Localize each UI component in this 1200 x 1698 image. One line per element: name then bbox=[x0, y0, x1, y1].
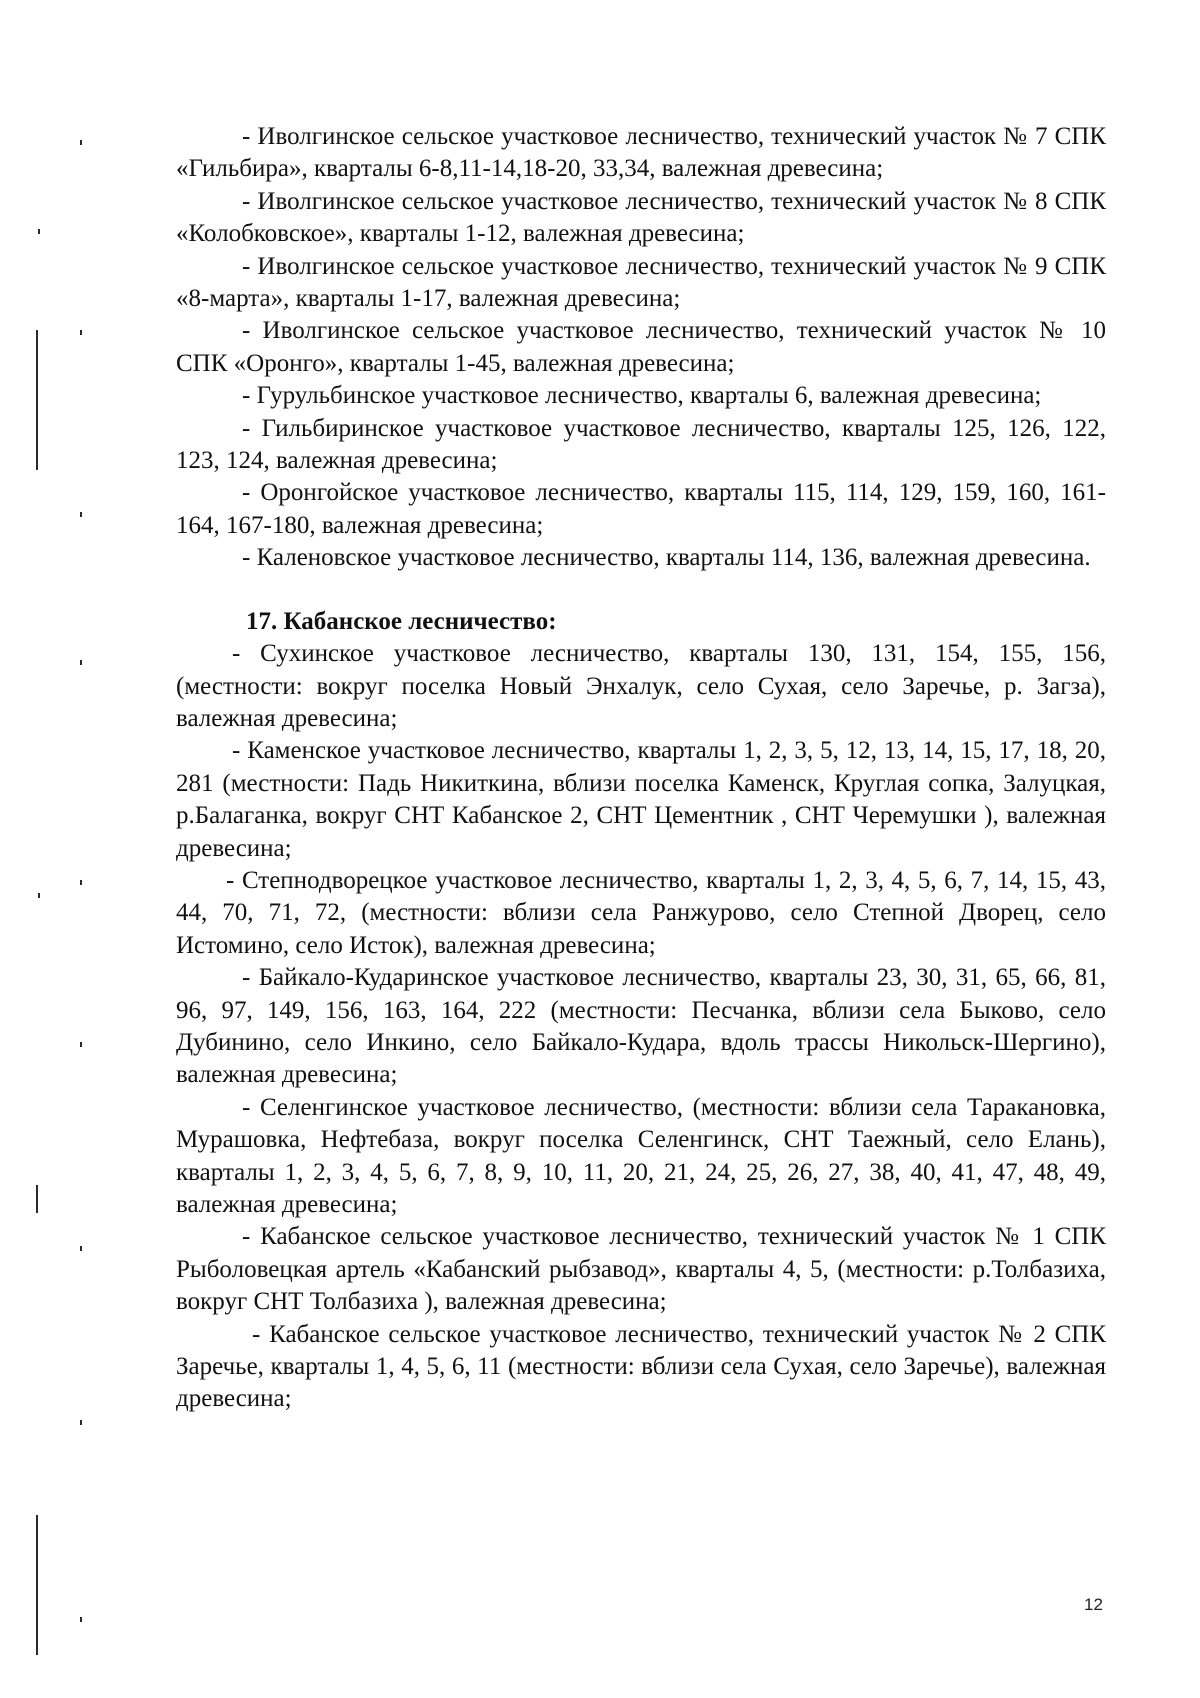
list-item: - Иволгинское сельское участковое лесничество, технический участок № 9 СПК «8-марта», кварталы 1-17, валежная древесина; bbox=[176, 252, 1106, 313]
scan-artifact bbox=[36, 1185, 38, 1213]
list-item: - Оронгойское участковое лесничество, кварталы 115, 114, 129, 159, 160, 161-164, 167-180, валежная древесина; bbox=[176, 479, 1106, 539]
list-item: - Кабанское сельское участковое лесничество, технический участок № 1 СПК Рыболовецкая артель «Кабанский рыбзавод», кварталы 4, 5, (местности: р.Толбазиха, вокруг СНТ Толбазиха ), валежная древесина; bbox=[176, 1223, 1106, 1316]
list-item: - Каленовское участковое лесничество, кварталы 114, 136, валежная древесина. bbox=[242, 544, 1091, 572]
page-number: 12 bbox=[1084, 1595, 1103, 1614]
scan-artifact bbox=[80, 330, 82, 335]
scan-artifact bbox=[36, 330, 38, 470]
list-item: - Степнодворецкое участковое лесничество, кварталы 1, 2, 3, 4, 5, 6, 7, 14, 15, 43, 44, 70, 71, 72, (местности: вблизи села Ранжурово, село Степной Дворец, село Истомино, село Исток), валежная древесина; bbox=[176, 866, 1106, 959]
scan-artifact bbox=[80, 660, 82, 665]
scan-artifact bbox=[80, 512, 82, 517]
scan-artifact bbox=[80, 1420, 82, 1425]
scan-artifact bbox=[80, 1246, 82, 1251]
scan-artifact bbox=[38, 229, 40, 234]
list-item: - Гурульбинское участковое лесничество, кварталы 6, валежная древесина; bbox=[242, 382, 1042, 410]
scan-artifact bbox=[80, 1617, 82, 1622]
scan-artifact bbox=[38, 893, 40, 898]
list-item: - Иволгинское сельское участковое лесничество, технический участок № 7 СПК «Гильбира», кварталы 6-8,11-14,18-20, 33,34, валежная древесина; bbox=[176, 123, 1106, 183]
scan-artifact bbox=[36, 1515, 38, 1655]
scan-artifact bbox=[80, 880, 82, 885]
list-item: - Кабанское сельское участковое лесничество, технический участок № 2 СПК Заречье, кварталы 1, 4, 5, 6, 11 (местности: вблизи села Сухая, село Заречье), валежная древесина; bbox=[176, 1320, 1106, 1413]
section-heading: 17. Кабанское лесничество: bbox=[246, 607, 557, 635]
document-body bbox=[176, 121, 1106, 1416]
scan-artifact bbox=[80, 1042, 82, 1047]
list-item: - Сухинское участковое лесничество, кварталы 130, 131, 154, 155, 156, (местности: вокруг поселка Новый Энхалук, село Сухая, село Заречье, р. Загза), валежная древесина; bbox=[176, 640, 1106, 732]
list-item: - Каменское участковое лесничество, кварталы 1, 2, 3, 5, 12, 13, 14, 15, 17, 18, 20, 281 (местности: Падь Никиткина, вблизи поселка Каменск, Круглая сопка, Залуцкая, р.Балаганка, вокруг СНТ Кабанское 2, СНТ Цементник , СНТ Черемушки ), валежная древесина; bbox=[176, 737, 1106, 862]
list-item: - Селенгинское участковое лесничество, (местности: вблизи села Таракановка, Мурашовка, Нефтебаза, вокруг поселка Селенгинск, СНТ Таежный, село Елань), кварталы 1, 2, 3, 4, 5, 6, 7, 8, 9, 10, 11, 20, 21, 24, 25, 26, 27, 38, 40, 41, 47, 48, 49, валежная древесина; bbox=[176, 1093, 1106, 1218]
list-item: - Гильбиринское участковое участковое лесничество, кварталы 125, 126, 122, 123, 124, валежная древесина; bbox=[176, 414, 1106, 475]
scan-artifact bbox=[80, 140, 82, 145]
list-item: - Иволгинское сельское участковое лесничество, технический участок № 8 СПК «Колобковское», кварталы 1-12, валежная древесина; bbox=[176, 187, 1106, 248]
list-item: - Байкало-Кударинское участковое лесничество, кварталы 23, 30, 31, 65, 66, 81, 96, 97, 149, 156, 163, 164, 222 (местности: Песчанка, вблизи села Быково, село Дубинино, село Инкино, село Байкало-Кудара, вдоль трассы Никольск-Шергино), валежная древесина; bbox=[176, 964, 1106, 1089]
list-item: - Иволгинское сельское участковое лесничество, технический участок № 10 СПК «Оронго», кварталы 1-45, валежная древесина; bbox=[176, 317, 1106, 377]
